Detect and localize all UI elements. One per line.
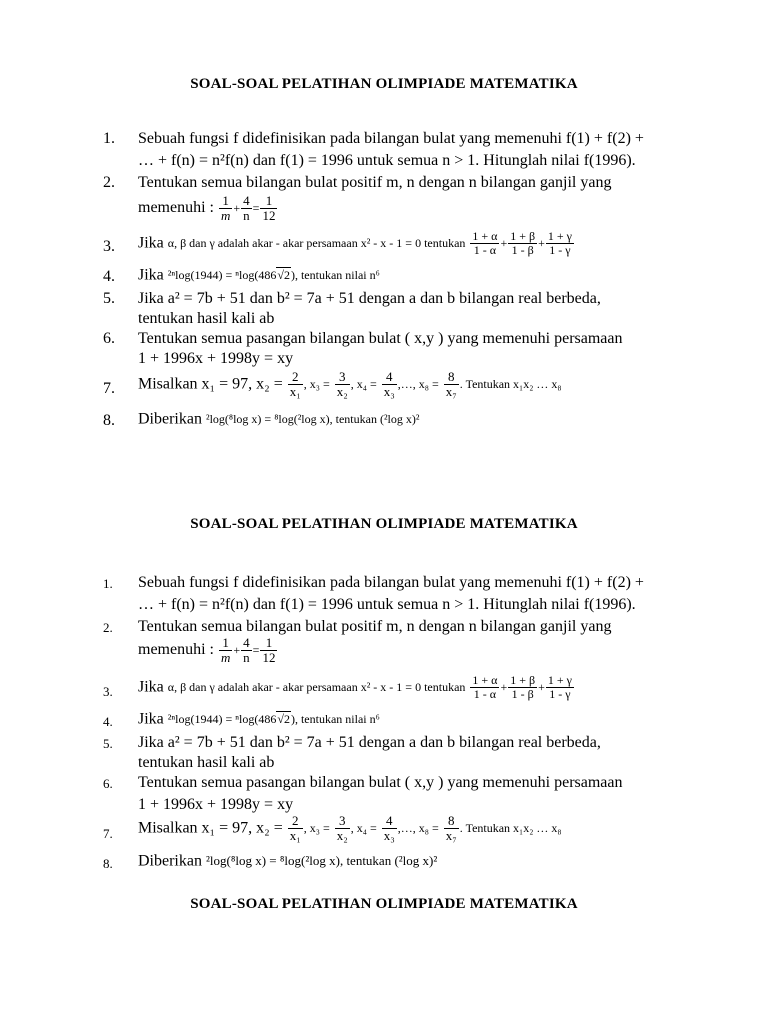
item-text: ²ⁿlog(1944) = ⁿlog(486: [167, 711, 277, 726]
fraction: $\frac{4}{\text{x₃}}$: [383, 369, 395, 399]
item-text: ²log(⁸log x) = ⁸log(²log x), tentukan (²log x)²: [205, 853, 438, 869]
page-title: SOAL-SOAL PELATIHAN OLIMPIADE MATEMATIKA: [190, 896, 578, 912]
fraction: $\frac{3}{\text{x₂}}$: [336, 369, 348, 399]
fraction: $\frac{1 + \gamma}{1 - \gamma}$: [547, 673, 572, 701]
fraction: $\frac{4}{n}$: [243, 635, 250, 665]
item-text: Jika a² = 7b + 51 dan b² = 7a + 51 dengan a dan b bilangan real berbeda,: [138, 734, 601, 751]
item-text: … + f(n) = n²f(n) dan f(1) = 1996 untuk semua n > 1. Hitunglah nilai f(1996).: [138, 596, 636, 613]
item-text: α, β dan γ adalah akar - akar persamaan x² - x - 1 = 0 tentukan: [167, 680, 466, 694]
item-number: 6.: [103, 776, 113, 791]
item-number: 1.: [103, 130, 115, 147]
item-text: ), tentukan nilai n⁶: [290, 267, 380, 282]
item-number: 3.: [103, 238, 115, 255]
item-text: Sebuah fungsi f didefinisikan pada bilangan bulat yang memenuhi f(1) + f(2) +: [138, 574, 644, 591]
item-number: 8.: [103, 412, 115, 429]
item-text: Jika: [138, 710, 164, 728]
item-number: 2.: [103, 174, 115, 191]
fraction: $\frac{1 + \alpha}{1 - \alpha}$: [472, 673, 498, 701]
item-text: Jika: [138, 234, 164, 252]
item-text: Sebuah fungsi f didefinisikan pada bilangan bulat yang memenuhi f(1) + f(2) +: [138, 130, 644, 147]
fraction: $\frac{1}{12}$: [262, 193, 276, 223]
item-number: 5.: [103, 290, 115, 307]
item-number: 3.: [103, 684, 113, 699]
item-text: Tentukan semua pasangan bilangan bulat ( x,y ) yang memenuhi persamaan: [138, 774, 623, 791]
formula-line: Misalkan x₁ = 97, x₂ = $\frac{2}{\text{x₁}}$ , x₃ = $\frac{3}{\text{x₂}}$ , x₄ = $\frac{4}{\text{x₃}}$ ,…, x₈ = $\frac{8}{\text{x₇}}$ . Tentukan x₁x₂ … x₈: [138, 369, 562, 399]
item-number: 4.: [103, 268, 115, 285]
item-text: Diberikan: [138, 410, 202, 428]
fraction: $\frac{1}{m}$: [220, 635, 231, 665]
formula-line: Jika α, β dan γ adalah akar - akar persamaan x² - x - 1 = 0 tentukan $\frac{1 + \alpha}{1 - \alpha}$ + $\frac{1 + \beta}{1 - \beta}$ + $\frac{1 + \gamma}{1 - \gamma}$: [138, 229, 572, 257]
fraction: $\frac{4}{\text{x₃}}$: [383, 813, 395, 843]
item-text: Jika: [138, 266, 164, 284]
item-text: 1 + 1996x + 1998y = xy: [138, 796, 294, 813]
fraction: $\frac{3}{\text{x₂}}$: [336, 813, 348, 843]
item-text: α, β dan γ adalah akar - akar persamaan x² - x - 1 = 0 tentukan: [167, 236, 466, 250]
fraction: $\frac{1 + \beta}{1 - \beta}$: [510, 673, 536, 701]
item-number: 7.: [103, 380, 115, 397]
item-text: ), tentukan nilai n⁶: [290, 711, 380, 726]
formula-line: Misalkan x₁ = 97, x₂ = $\frac{2}{\text{x₁}}$ , x₃ = $\frac{3}{\text{x₂}}$ , x₄ = $\frac{4}{\text{x₃}}$ ,…, x₈ = $\frac{8}{\text{x₇}}$ . Tentukan x₁x₂ … x₈: [138, 813, 562, 843]
item-text: ²log(⁸log x) = ⁸log(²log x), tentukan (²log x)²: [205, 411, 420, 426]
formula-line: [138, 710, 380, 728]
sqrt: √2: [277, 268, 290, 283]
item-number: 8.: [103, 856, 113, 871]
fraction: $\frac{4}{n}$: [243, 193, 250, 223]
page-title: SOAL-SOAL PELATIHAN OLIMPIADE MATEMATIKA: [190, 76, 578, 92]
item-number: 7.: [103, 826, 113, 841]
fraction: $\frac{2}{\text{x₁}}$: [289, 369, 301, 399]
formula-line: [138, 266, 380, 284]
fraction: $\frac{1}{12}$: [262, 635, 276, 665]
fraction: $\frac{1 + \gamma}{1 - \gamma}$: [547, 229, 572, 257]
formula-line: [138, 410, 419, 428]
item-number: 5.: [103, 736, 113, 751]
fraction: $\frac{1}{m}$: [220, 193, 231, 223]
page-title: SOAL-SOAL PELATIHAN OLIMPIADE MATEMATIKA: [190, 516, 578, 532]
item-text: tentukan hasil kali ab: [138, 310, 275, 327]
fraction: $\frac{2}{\text{x₁}}$: [289, 813, 301, 843]
item-text: Jika a² = 7b + 51 dan b² = 7a + 51 dengan a dan b bilangan real berbeda,: [138, 290, 601, 307]
fraction: $\frac{1 + \alpha}{1 - \alpha}$: [472, 229, 498, 257]
item-text: ²ⁿlog(1944) = ⁿlog(486: [167, 267, 277, 282]
item-text: Tentukan semua pasangan bilangan bulat ( x,y ) yang memenuhi persamaan: [138, 330, 623, 347]
item-number: 6.: [103, 330, 115, 347]
item-text: … + f(n) = n²f(n) dan f(1) = 1996 untuk semua n > 1. Hitunglah nilai f(1996).: [138, 152, 636, 169]
formula-line: Jika α, β dan γ adalah akar - akar persamaan x² - x - 1 = 0 tentukan $\frac{1 + \alpha}{1 - \alpha}$ + $\frac{1 + \beta}{1 - \beta}$ + $\frac{1 + \gamma}{1 - \gamma}$: [138, 673, 572, 701]
item-text: 1 + 1996x + 1998y = xy: [138, 350, 294, 367]
item-text: tentukan hasil kali ab: [138, 754, 275, 771]
item-text: Misalkan x₁ = 97, x₂ =: [138, 819, 283, 837]
item-text: Tentukan semua bilangan bulat positif m, n dengan n bilangan ganjil yang: [138, 174, 612, 191]
item-text: memenuhi :: [138, 641, 214, 659]
item-text: Jika: [138, 678, 164, 696]
formula-line: memenuhi : $\frac{1}{m}$ + $\frac{4}{n}$ = $\frac{1}{12}$: [138, 193, 276, 223]
formula-line: memenuhi : $\frac{1}{m}$ + $\frac{4}{n}$ = $\frac{1}{12}$: [138, 635, 276, 665]
item-text: Misalkan x₁ = 97, x₂ =: [138, 375, 283, 393]
item-number: 4.: [103, 714, 113, 729]
fraction: $\frac{8}{\text{x₇}}$: [445, 813, 457, 843]
formula-line: [138, 852, 437, 870]
item-number: 2.: [103, 620, 113, 635]
sqrt: √2: [277, 712, 290, 727]
fraction: $\frac{1 + \beta}{1 - \beta}$: [510, 229, 536, 257]
item-text: Diberikan: [138, 852, 202, 870]
item-text: memenuhi :: [138, 199, 214, 217]
item-text: Tentukan semua bilangan bulat positif m, n dengan n bilangan ganjil yang: [138, 618, 612, 635]
fraction: $\frac{8}{\text{x₇}}$: [445, 369, 457, 399]
item-number: 1.: [103, 576, 113, 591]
